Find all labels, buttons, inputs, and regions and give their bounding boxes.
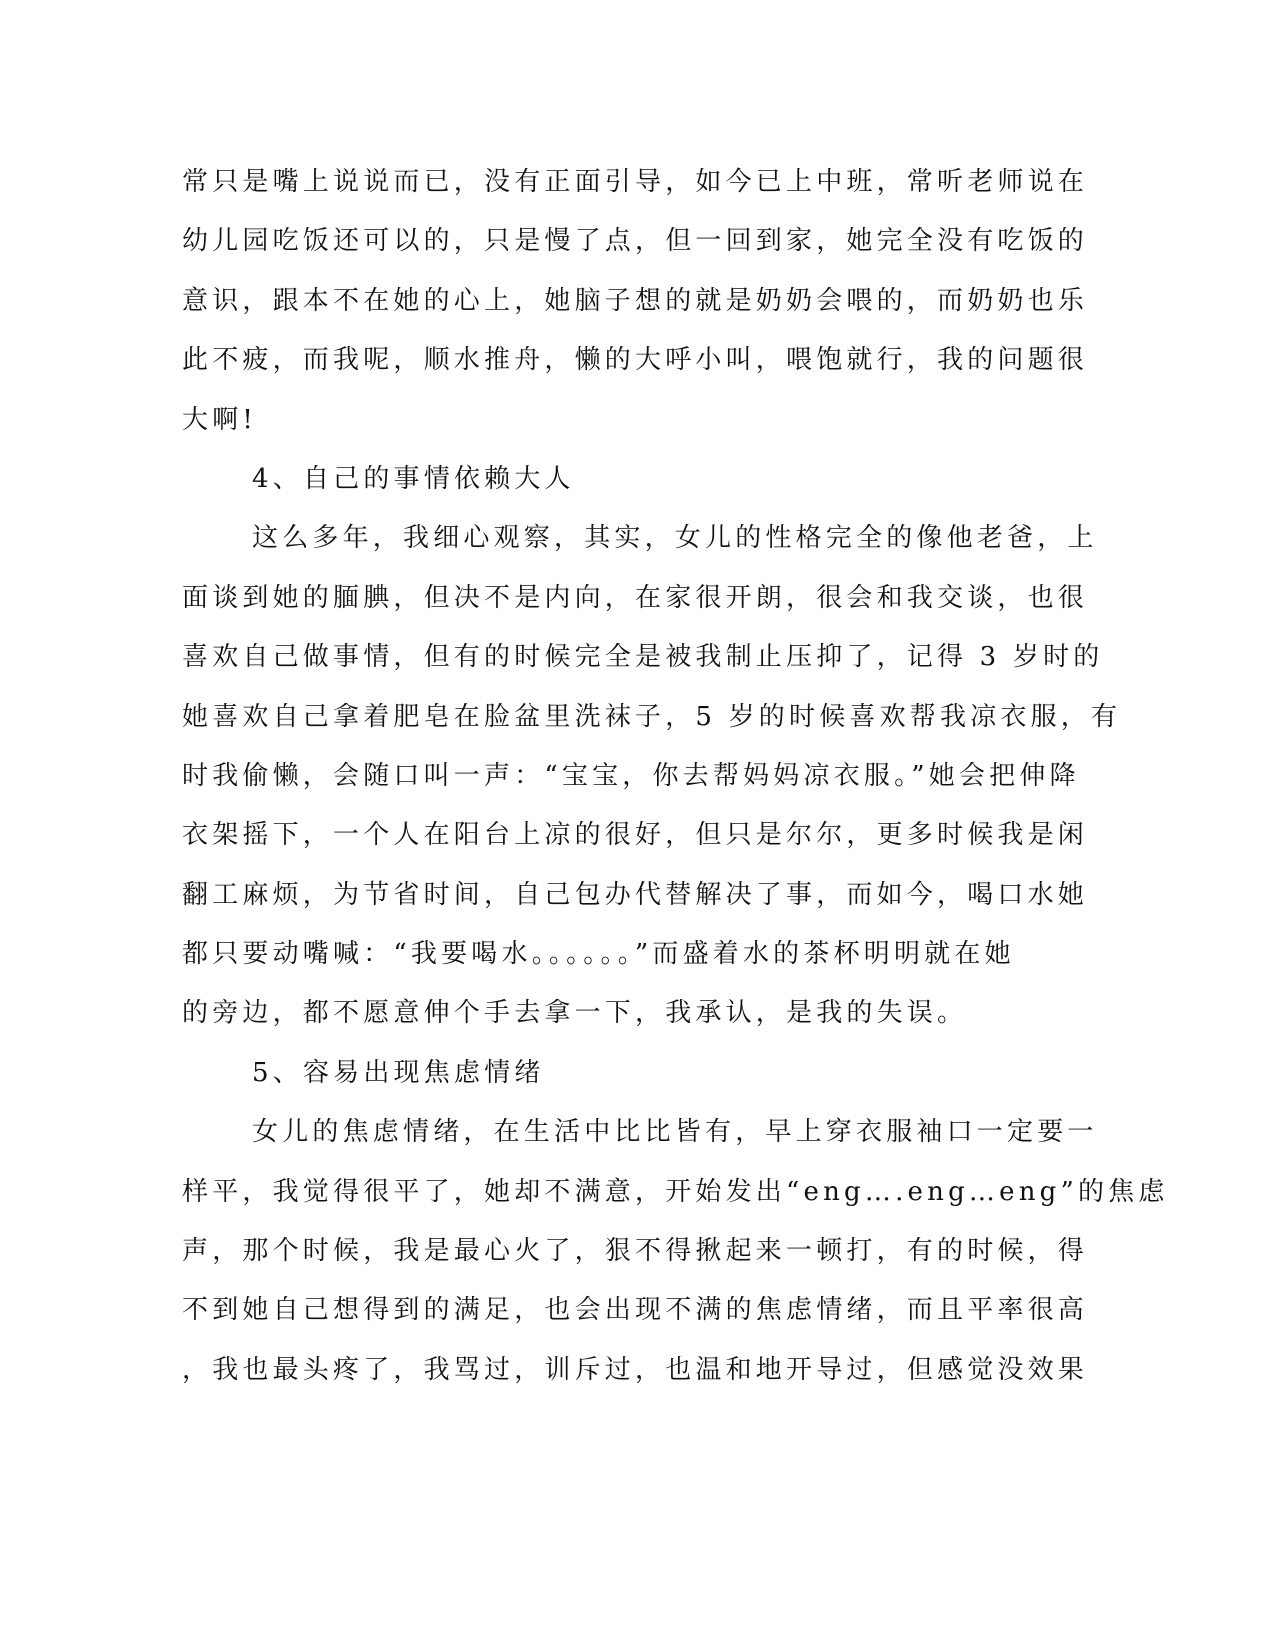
text-line: 面谈到她的腼腆，但决不是内向，在家很开朗，很会和我交谈，也很 — [182, 582, 1089, 613]
text-line: 此不疲，而我呢，顺水推舟，懒的大呼小叫，喂饱就行，我的问题很 — [182, 345, 1089, 376]
text-line: 衣架摇下，一个人在阳台上凉的很好，但只是尔尔，更多时候我是闲 — [182, 820, 1089, 851]
text-line: 声，那个时候，我是最心火了，狠不得揪起来一顿打，有的时候，得 — [182, 1236, 1089, 1267]
text-line: 的旁边，都不愿意伸个手去拿一下，我承认，是我的失误。 — [182, 998, 968, 1029]
text-line: 女儿的焦虑情绪，在生活中比比皆有，早上穿衣服袖口一定要一 — [252, 1117, 1098, 1148]
text-line: 喜欢自己做事情，但有的时候完全是被我制止压抑了，记得 3 岁时的 — [182, 642, 1104, 673]
text-line: 都只要动嘴喊：“我要喝水。。。。。。”而盛着水的茶杯明明就在她 — [182, 939, 1015, 970]
text-line: 意识，跟本不在她的心上，她脑子想的就是奶奶会喂的，而奶奶也乐 — [182, 285, 1089, 316]
text-line: 4、自己的事情依赖大人 — [252, 463, 575, 494]
text-line: 时我偷懒，会随口叫一声：“宝宝，你去帮妈妈凉衣服。”她会把伸降 — [182, 760, 1080, 791]
text-line: 5、容易出现焦虑情绪 — [252, 1057, 545, 1088]
text-line: 幼儿园吃饭还可以的，只是慢了点，但一回到家，她完全没有吃饭的 — [182, 226, 1089, 257]
text-line: 她喜欢自己拿着肥皂在脸盆里洗袜子，5 岁的时候喜欢帮我凉衣服，有 — [182, 701, 1122, 732]
text-line: 样平，我觉得很平了，她却不满意，开始发出“eng….eng…eng”的焦虑 — [182, 1176, 1169, 1207]
body-text — [182, 153, 1169, 1400]
text-line: 翻工麻烦，为节省时间，自己包办代替解决了事，而如今，喝口水她 — [182, 879, 1089, 910]
text-line: 大啊! — [182, 404, 258, 435]
text-line: 不到她自己想得到的满足，也会出现不满的焦虑情绪，而且平率很高 — [182, 1295, 1089, 1326]
text-line: 这么多年，我细心观察，其实，女儿的性格完全的像他老爸，上 — [252, 523, 1098, 554]
text-line: 常只是嘴上说说而已，没有正面引导，如今已上中班，常听老师说在 — [182, 167, 1089, 197]
text-line: ，我也最头疼了，我骂过，训斥过，也温和地开导过，但感觉没效果 — [182, 1354, 1089, 1385]
